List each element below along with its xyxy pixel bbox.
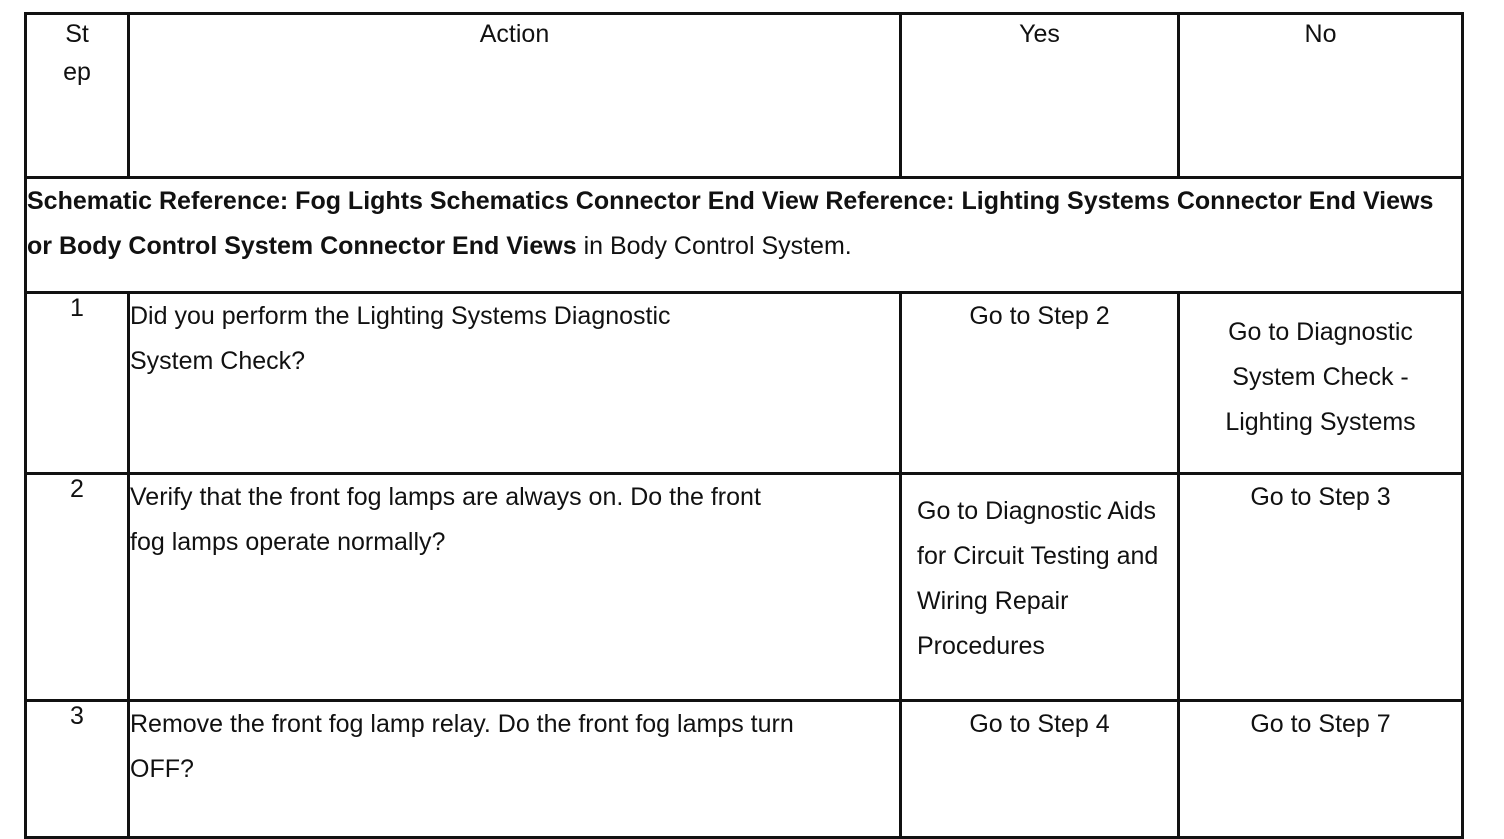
step-number: 1: [26, 293, 129, 474]
header-action: Action: [129, 14, 901, 178]
table-row: [26, 293, 1463, 474]
header-no: No: [1179, 14, 1463, 178]
action-cell: Verify that the front fog lamps are always on. Do the front fog lamps operate normally?: [129, 474, 901, 701]
step-number: 2: [26, 474, 129, 701]
reference-cell: [26, 178, 1463, 293]
no-cell: Go to Step 7: [1179, 701, 1463, 838]
header-step: St ep: [26, 14, 129, 178]
table-row: [26, 701, 1463, 838]
reference-bold-text: Schematic Reference: Fog Lights Schematics Connector End View Reference: Lighting Systems Connector End Views or Body Control System Connector End Views: [27, 187, 1434, 260]
action-cell: Did you perform the Lighting Systems Diagnostic System Check?: [129, 293, 901, 474]
step-number: 3: [26, 701, 129, 838]
header-yes: Yes: [901, 14, 1179, 178]
header-row: [26, 14, 1463, 178]
diagnostic-table: [24, 12, 1464, 839]
action-cell: Remove the front fog lamp relay. Do the front fog lamps turn OFF?: [129, 701, 901, 838]
reference-row: [26, 178, 1463, 293]
no-cell: Go to Diagnostic System Check - Lighting Systems: [1179, 293, 1463, 474]
reference-plain-text: in Body Control System.: [576, 232, 852, 260]
yes-cell: Go to Step 4: [901, 701, 1179, 838]
yes-cell: Go to Diagnostic Aids for Circuit Testing and Wiring Repair Procedures: [901, 474, 1179, 701]
no-cell: Go to Step 3: [1179, 474, 1463, 701]
table-row: [26, 474, 1463, 701]
yes-cell: Go to Step 2: [901, 293, 1179, 474]
